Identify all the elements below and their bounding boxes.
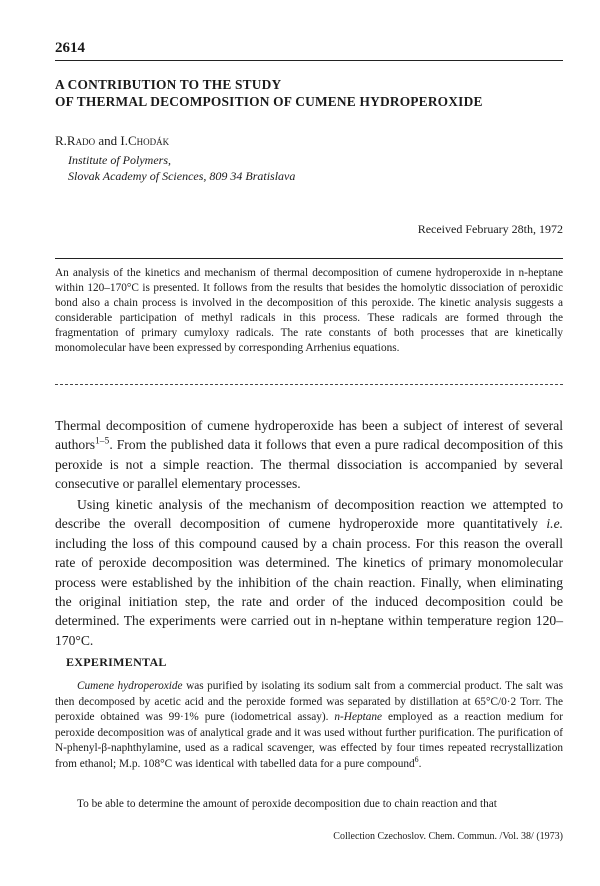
- abstract: An analysis of the kinetics and mechanism of thermal decomposition of cumene hydroperoxide in n-heptane within 120–170°C is presented. It follows from the results that besides the homolytic dissociation of peroxidic bond also a chain process is involved in the decomposition of this peroxide. The kinetic analysis suggests a considerable participation of methyl radicals in this process. These radicals are formed through the fragmentation of primary cumyloxy radicals. The rate constants of both processes that are kinetically monomolecular have been expressed by corresponding Arrhenius equations.: [55, 267, 563, 354]
- experimental-paragraph: [55, 679, 563, 773]
- author-2-name: Chodák: [127, 133, 170, 148]
- term-cumene-hydroperoxide: Cumene hydroperoxide: [77, 680, 183, 692]
- last-line: To be able to determine the amount of peroxide decomposition due to chain reaction and that: [77, 798, 497, 810]
- abstract-bottom-rule: [55, 384, 563, 385]
- author-1-name: Rado: [66, 133, 96, 148]
- intro-paragraph-1: [55, 416, 563, 494]
- para2-text-a: Using kinetic analysis of the mechanism of decomposition reaction we attempted to describe the overall decomposition of cumene hydroperoxide more quantitatively: [55, 497, 563, 532]
- header-rule: [55, 60, 563, 61]
- para1-text-a: Thermal decomposition of cumene hydroperoxide has been a subject of interest of several authors: [55, 418, 563, 453]
- exp-reference: 6: [414, 755, 419, 765]
- affiliation-line-1: Institute of Polymers,: [68, 153, 171, 167]
- title-line-2: OF THERMAL DECOMPOSITION OF CUMENE HYDROPEROXIDE: [55, 94, 483, 109]
- affiliation-line-2: Slovak Academy of Sciences, 809 34 Bratislava: [68, 169, 296, 183]
- term-n-heptane: n-Heptane: [334, 711, 383, 724]
- journal-footer: Collection Czechoslov. Chem. Commun. /Vol. 38/ (1973): [333, 831, 563, 842]
- received-date: Received February 28th, 1972: [417, 222, 563, 236]
- para2-text-b: including the loss of this compound caused by a chain process. For this reason the overall rate of peroxide decomposition was determined. The kinetics of primary monomolecular process were established by the inhibition of the chain reaction. Finally, when eliminating the original initiation step, the rate and order of the induced decomposition could be determined. The experiments were carried out in n-heptane within temperature region 120–170°C.: [55, 535, 563, 648]
- authors-and: and: [95, 133, 121, 148]
- author-2-initial: I.: [120, 133, 128, 148]
- page-number: 2614: [55, 40, 85, 56]
- abstract-top-rule: [55, 258, 563, 259]
- author-1-initial: R.: [55, 133, 67, 148]
- exp-text-1: was purified by isolating its sodium salt from a commercial product. The salt was then decomposed by acetic acid and the peroxide formed was separated by distillation at 65°C/0·2 Torr. The peroxide obtained was 99·1% pure (iodometrical assay).: [55, 680, 563, 724]
- affiliation: [68, 152, 295, 184]
- article-title: [55, 76, 565, 110]
- para1-reference: 1–5: [95, 436, 110, 447]
- section-heading: EXPERIMENTAL: [66, 655, 167, 669]
- exp-text-2: employed as a reaction medium for peroxide decomposition was of analytical grade and it was used without further purification. The purification of N-phenyl-β-naphthylamine, used as a radical scavenger, was effected by four times repeated recrystallization from ethanol; M.p. 108°C was identical with tabelled data for a pure compound: [55, 711, 563, 770]
- para1-text-b: . From the published data it follows that even a pure radical decomposition of this peroxide is not a simple reaction. The thermal dissociation is accompanied by several consecutive or parallel elementary processes.: [55, 437, 563, 492]
- intro-paragraph-2: [55, 495, 563, 650]
- para2-ie: i.e.: [546, 516, 563, 532]
- authors: [55, 133, 169, 149]
- exp-text-3: .: [418, 757, 422, 770]
- title-line-1: A CONTRIBUTION TO THE STUDY: [55, 77, 282, 92]
